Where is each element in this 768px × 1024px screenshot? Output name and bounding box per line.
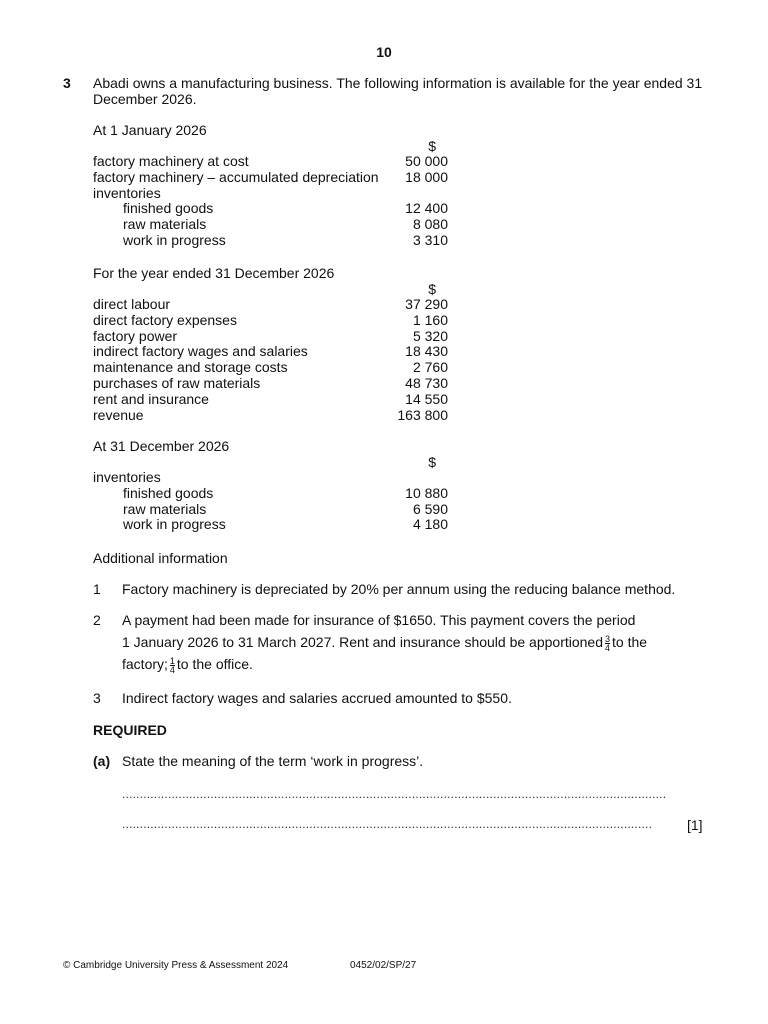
required-heading: REQUIRED <box>93 722 167 738</box>
opening-balances-section <box>93 122 453 249</box>
ledger-row: work in progress 4 180 <box>123 516 448 533</box>
page-number: 10 <box>376 44 392 60</box>
ledger-row: raw materials 8 080 <box>123 216 448 233</box>
closing-balances-section <box>93 438 453 533</box>
additional-info-heading: Additional information <box>93 550 228 566</box>
ledger-row: maintenance and storage costs 2 760 <box>93 359 448 376</box>
ledger-row: factory machinery at cost 50 000 <box>93 153 448 169</box>
ledger-row: purchases of raw materials 48 730 <box>93 374 448 391</box>
ledger-row: revenue 163 800 <box>93 406 448 423</box>
marks-allocation: [1] <box>687 817 703 833</box>
section-heading-opening: At 1 January 2026 <box>93 122 207 138</box>
question-number: 3 <box>63 75 71 91</box>
footer-copyright: © Cambridge University Press & Assessment 2024 <box>63 960 289 971</box>
ledger-row: factory machinery – accumulated depreciation 18 000 <box>93 168 448 185</box>
ledger-row: raw materials 6 590 <box>123 500 448 517</box>
question-intro: Abadi owns a manufacturing business. The following information is available for the year ended 31 December 2026. <box>93 75 703 107</box>
currency-header: $ <box>428 281 436 297</box>
currency-header: $ <box>428 138 436 154</box>
fraction-three-quarters: $\frac{3}{4}$ <box>605 633 611 653</box>
ledger-row: direct factory expenses 1 160 <box>93 311 448 328</box>
section-heading-year: For the year ended 31 December 2026 <box>93 265 335 281</box>
ledger-row: factory power 5 320 <box>93 327 448 344</box>
info-item-2-line2: 1 January 2026 to 31 March 2027. Rent and insurance should be apportioned $\frac{3}{4}$ to the <box>122 633 648 653</box>
year-transactions-section <box>93 265 453 423</box>
info-item-2-line3: factory; $\frac{1}{4}$ to the office. <box>122 655 253 675</box>
ledger-row: indirect factory wages and salaries 18 430 <box>93 343 448 360</box>
ledger-row: inventories <box>93 469 161 485</box>
part-a-label: (a) <box>93 753 111 769</box>
answer-line-1[interactable]: .......................................................................................................................................................... <box>122 787 667 801</box>
ledger-row: finished goods 12 400 <box>123 200 448 217</box>
ledger-row: direct labour 37 290 <box>93 296 448 312</box>
ledger-row: finished goods 10 880 <box>123 484 448 501</box>
answer-line-2[interactable]: ...................................................................................................................................................... <box>122 817 653 831</box>
ledger-row: rent and insurance 14 550 <box>93 390 448 407</box>
info-item-2-line1: A payment had been made for insurance of $1650. This payment covers the period <box>122 612 636 628</box>
footer-paper-code: 0452/02/SP/27 <box>350 960 417 971</box>
section-heading-closing: At 31 December 2026 <box>93 438 230 454</box>
part-a-question: State the meaning of the term ‘work in progress’. <box>122 753 424 769</box>
ledger-row: work in progress 3 310 <box>123 231 448 248</box>
currency-header: $ <box>428 454 436 470</box>
fraction-one-quarter: $\frac{1}{4}$ <box>169 655 175 675</box>
ledger-row: inventories <box>93 184 161 201</box>
